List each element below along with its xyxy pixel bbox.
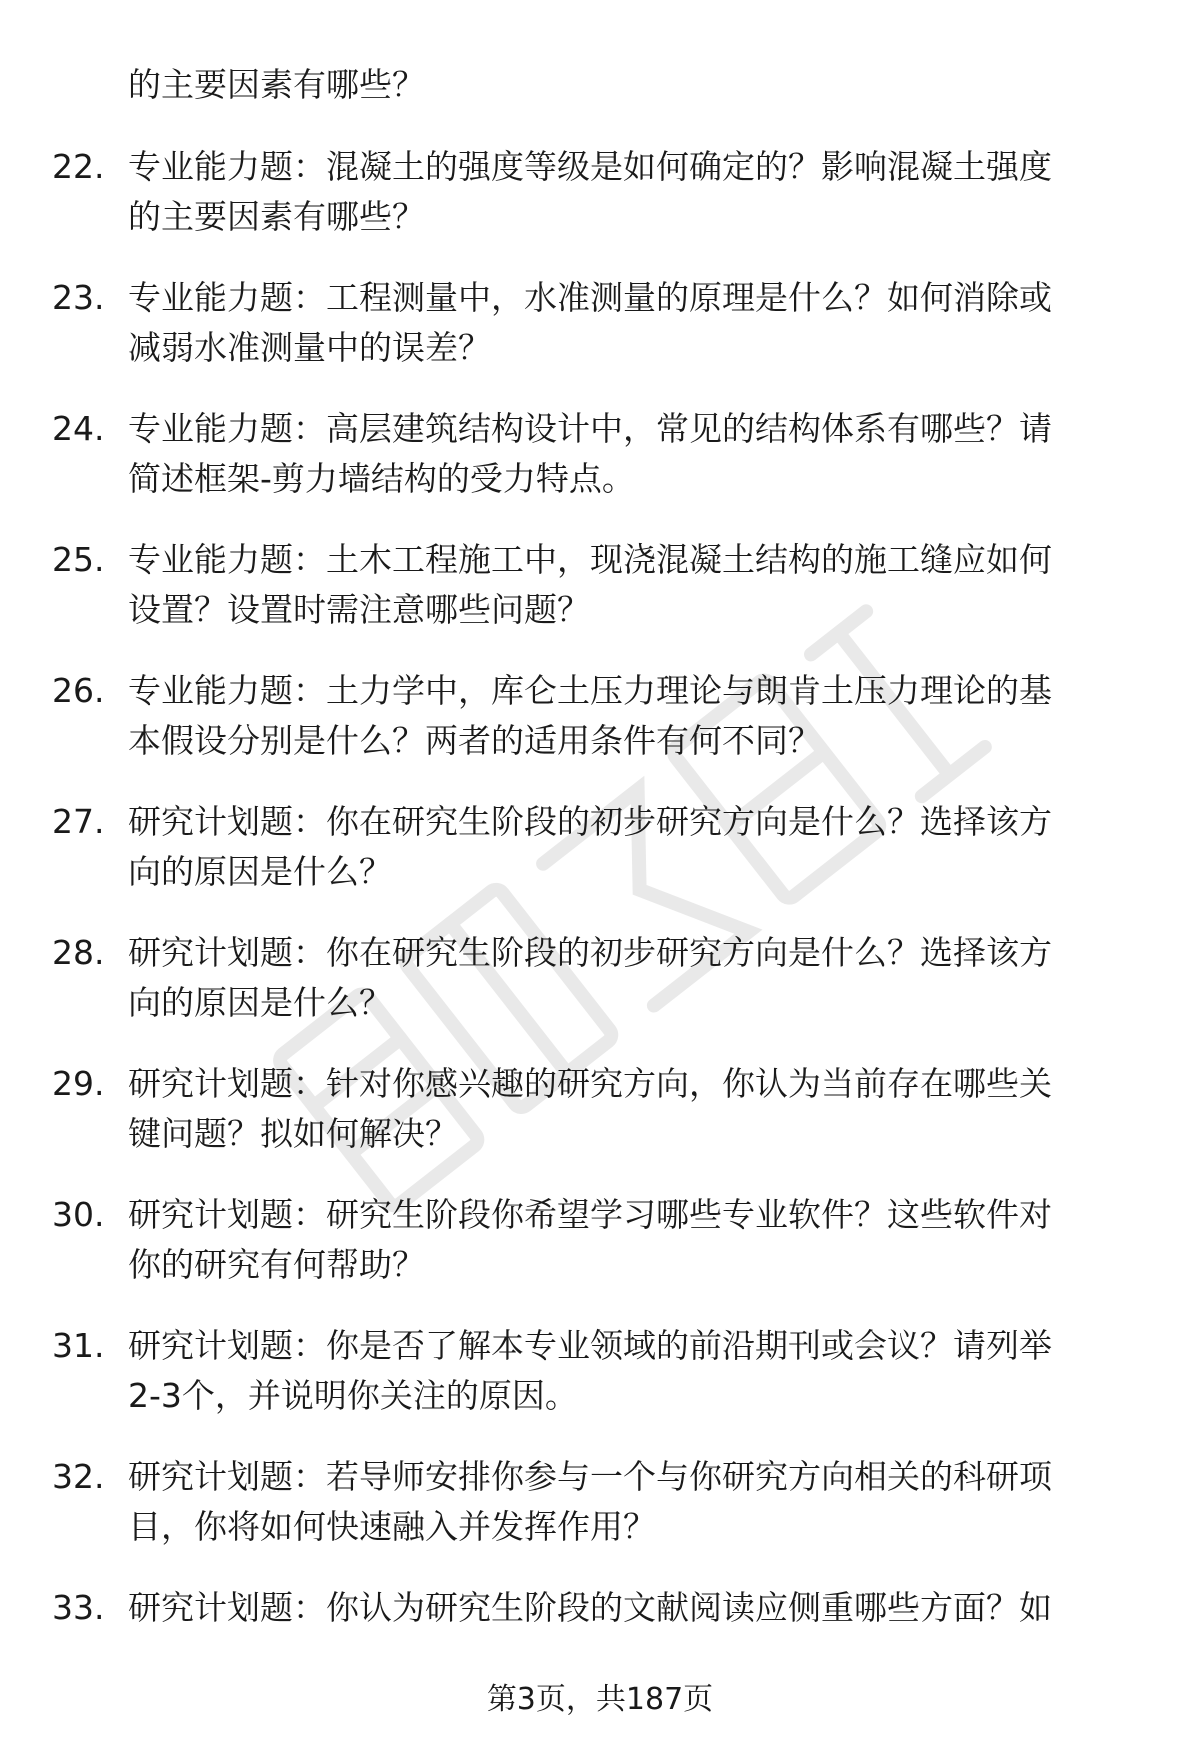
question-text-line: 研究计划题：你是否了解本专业领域的前沿期刊或会议？请列举: [128, 1326, 1052, 1365]
question-item: [0, 1321, 1200, 1452]
question-text-line: 研究计划题：你认为研究生阶段的文献阅读应侧重哪些方面？如: [128, 1588, 1052, 1627]
question-text-line: 专业能力题：混凝土的强度等级是如何确定的？影响混凝土强度: [128, 147, 1052, 186]
question-text-line: 你的研究有何帮助？: [128, 1245, 425, 1284]
question-text-line: 向的原因是什么？: [128, 983, 392, 1022]
question-number: 25.: [52, 540, 105, 579]
question-item: [0, 1452, 1200, 1583]
question-number: 27.: [52, 802, 105, 841]
question-number: 26.: [52, 671, 105, 710]
question-text-line: 专业能力题：土木工程施工中，现浇混凝土结构的施工缝应如何: [128, 540, 1052, 579]
question-text-line: 专业能力题：土力学中，库仑土压力理论与朗肯土压力理论的基: [128, 671, 1052, 710]
continued-question-line: 的主要因素有哪些？: [128, 65, 425, 104]
question-text-line: 专业能力题：高层建筑结构设计中，常见的结构体系有哪些？请: [128, 409, 1052, 448]
question-text-line: 研究计划题：研究生阶段你希望学习哪些专业软件？这些软件对: [128, 1195, 1052, 1234]
question-text-line: 设置？设置时需注意哪些问题？: [128, 590, 590, 629]
question-text-line: 目，你将如何快速融入并发挥作用？: [128, 1507, 656, 1546]
question-text-line: 专业能力题：工程测量中，水准测量的原理是什么？如何消除或: [128, 278, 1052, 317]
question-text-line: 研究计划题：针对你感兴趣的研究方向，你认为当前存在哪些关: [128, 1064, 1052, 1103]
question-number: 22.: [52, 147, 105, 186]
question-item: [0, 273, 1200, 404]
question-item: [0, 928, 1200, 1059]
question-number: 32.: [52, 1457, 105, 1496]
question-text-line: 2-3个，并说明你关注的原因。: [128, 1376, 578, 1415]
question-item: [0, 797, 1200, 928]
question-number: 24.: [52, 409, 105, 448]
question-text-line: 研究计划题：你在研究生阶段的初步研究方向是什么？选择该方: [128, 802, 1052, 841]
question-number: 30.: [52, 1195, 105, 1234]
question-item: [0, 404, 1200, 535]
page-footer: 第3页，共187页: [486, 1682, 714, 1717]
question-text-line: 向的原因是什么？: [128, 852, 392, 891]
question-item: [0, 142, 1200, 273]
question-list: [0, 142, 1200, 1714]
question-number: 23.: [52, 278, 105, 317]
question-text-line: 的主要因素有哪些？: [128, 197, 425, 236]
question-number: 33.: [52, 1588, 105, 1627]
question-text-line: 研究计划题：若导师安排你参与一个与你研究方向相关的科研项: [128, 1457, 1052, 1496]
question-number: 31.: [52, 1326, 105, 1365]
question-number: 28.: [52, 933, 105, 972]
question-text-line: 减弱水准测量中的误差？: [128, 328, 491, 367]
question-item: [0, 1059, 1200, 1190]
question-number: 29.: [52, 1064, 105, 1103]
question-item: [0, 1190, 1200, 1321]
question-text-line: 简述框架-剪力墙结构的受力特点。: [128, 459, 635, 498]
question-item: [0, 666, 1200, 797]
question-item: [0, 535, 1200, 666]
question-text-line: 键问题？拟如何解决？: [128, 1114, 458, 1153]
question-text-line: 本假设分别是什么？两者的适用条件有何不同？: [128, 721, 821, 760]
question-text-line: 研究计划题：你在研究生阶段的初步研究方向是什么？选择该方: [128, 933, 1052, 972]
